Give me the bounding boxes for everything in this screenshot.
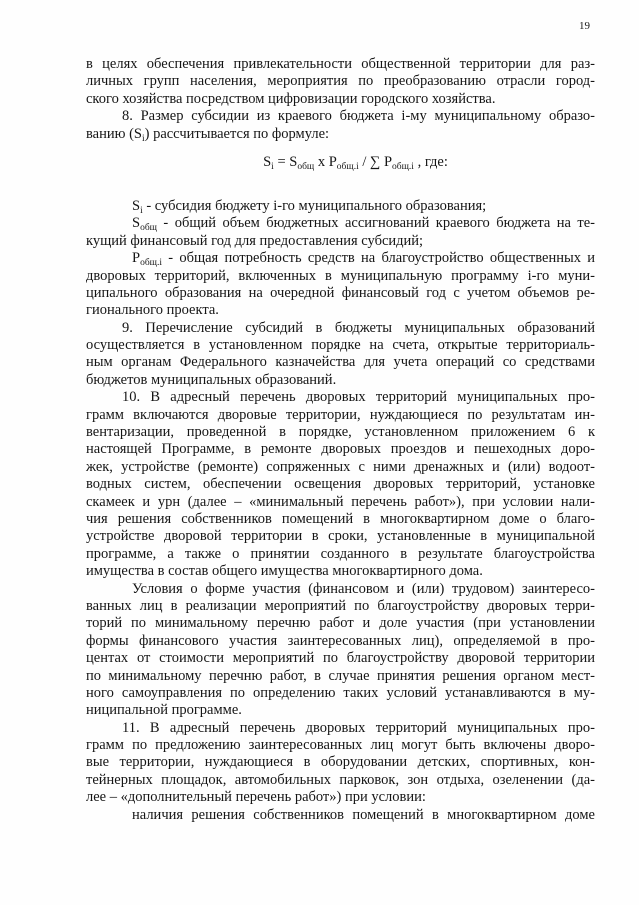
text-line: центах от стоимости мероприятий по благоустройству дворовой территории	[86, 650, 595, 667]
text-line: 11. В адресный перечень дворовых территорий муниципальных про-	[122, 719, 595, 736]
text-line: вые территории, нуждающиеся в оборудовании детских, спортивных, кон-	[86, 754, 595, 771]
text-line: по минимальному перечню работ, в случае принятия решения органом мест-	[86, 667, 595, 684]
text-line: жек, устройстве (ремонте) сопряженных с ними дренажных и (или) водоот-	[86, 458, 595, 475]
text-line: дворовых территорий, включенных в муниципальную программу i-го муни-	[86, 267, 595, 284]
text-line: грамм по предложению заинтересованных лиц могут быть включены дворо-	[86, 737, 595, 754]
text-line: ванных лиц в реализации мероприятий по благоустройству дворовых терри-	[86, 597, 595, 614]
text-line: личных групп населения, мероприятия по преобразованию отрасли город-	[86, 73, 595, 90]
definition-sobsch: $S_{общ}$ - общий объем бюджетных ассигнований краевого бюджета на те-	[132, 215, 595, 234]
text-line: ванию $(S_i)$ рассчитывается по формуле:	[86, 125, 330, 144]
text-line: ципального образования на очередной финансовый год с учетом объемов ре-	[86, 284, 595, 301]
paragraph-10	[86, 389, 595, 580]
intro-paragraph	[86, 56, 595, 108]
text-line: наличия решения собственников помещений в многоквартирном доме	[132, 806, 595, 823]
definition-si: $S_i$ - субсидия бюджету i-го муниципального образования;	[132, 197, 487, 216]
text-line: Условия о форме участия (финансовом и (или) трудовом) заинтересо-	[132, 580, 595, 597]
text-line: формы финансового участия заинтересованных лиц), определяемой в про-	[86, 632, 595, 649]
text-line: водных систем, обеспечении освещения дворовых территорий, установке	[86, 476, 595, 493]
text-line: ным органам Федерального казначейства для учета операций со средствами	[86, 354, 595, 371]
text-line: ниципальной программе.	[86, 702, 242, 719]
text-line: 9. Перечисление субсидий в бюджеты муниципальных образований	[122, 319, 595, 336]
text-line: бюджетов муниципальных образований.	[86, 371, 337, 388]
text-line: ного самоуправления по определению таких условий устанавливаются в му-	[86, 684, 595, 701]
text-line: 10. В адресный перечень дворовых территорий муниципальных про-	[122, 389, 595, 406]
text-line: 8. Размер субсидии из краевого бюджета i-му муниципальному образо-	[122, 108, 595, 125]
text-line: грамм включаются дворовые территории, нуждающиеся по результатам ин-	[86, 406, 595, 423]
definition-pobsch: $P_{общ.i}$ - общая потребность средств на благоустройство общественных и	[132, 250, 595, 269]
text-line: ского хозяйства посредством цифровизации городского хозяйства.	[86, 90, 496, 107]
text-line: настоящей Программе, в ремонте дворовых проездов и пешеходных доро-	[86, 441, 595, 458]
text-line: устройстве дворовой территории в сроки, установленные в муниципальной	[86, 528, 595, 545]
paragraph-9	[86, 320, 595, 390]
formula-definitions	[86, 198, 595, 320]
text-line: гионального проекта.	[86, 302, 219, 319]
paragraph-11	[86, 720, 595, 807]
text-line: скамеек и урн (далее – «минимальный перечень работ»), при условии нали-	[86, 493, 595, 510]
text-line: кущий финансовый год для предоставления субсидий;	[86, 232, 424, 249]
paragraph-8	[86, 108, 595, 143]
document-body	[86, 56, 595, 824]
text-line: тейнерных площадок, автомобильных парковок, зон отдыха, озеленении (да-	[86, 771, 595, 788]
paragraph-conditions	[86, 581, 595, 720]
text-line: программе, а также о принятии созданного в результате благоустройства	[86, 545, 595, 562]
text-line: чия решения собственников помещений в многоквартирном доме о благо-	[86, 510, 595, 527]
subsidy-formula: $S_i = S_{общ}$ x $P_{общ.i}$ / ∑ $P_{общ.i}$ , где:	[263, 153, 448, 172]
text-line: осуществляется в установленном порядке на счета, открытые территориаль-	[86, 337, 595, 354]
text-line: лее – «дополнительный перечень работ») при условии:	[86, 789, 426, 806]
text-line: вентаризации, проведенной в порядке, установленном приложением 6 к	[86, 424, 595, 441]
page-number: 19	[579, 20, 590, 32]
text-line: имущества в состав общего имущества многоквартирного дома.	[86, 563, 483, 580]
text-line: торий по минимальному перечню работ и доле участия (при установлении	[86, 615, 595, 632]
text-line: в целях обеспечения привлекательности общественной территории для раз-	[86, 56, 595, 72]
